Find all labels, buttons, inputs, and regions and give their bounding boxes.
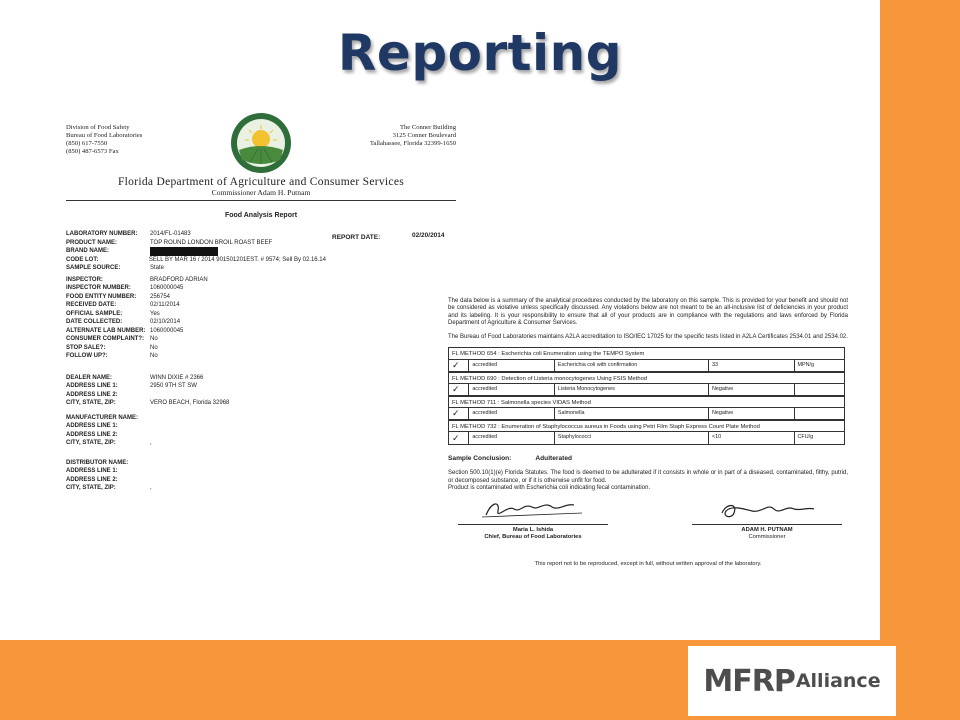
header-left-block (66, 124, 142, 156)
method-unit: MPN/g (797, 361, 814, 368)
field-value: , (150, 440, 152, 447)
field-row (66, 391, 326, 400)
field-label: BRAND NAME: (66, 248, 109, 255)
orange-side-bar (880, 0, 960, 720)
statute-text: Section 500.10(1)(e) Florida Statutes. The food is deemed to be adulterated if it consists in whole or in part of a diseased, contaminated, filthy, putrid, or decomposed substance, or if it is otherwise unfit for food. (448, 470, 848, 484)
field-label: CONSUMER COMPLAINT?: (66, 336, 144, 343)
method-result: Negative (709, 384, 795, 396)
field-value: No (150, 344, 158, 351)
field-value: 2950 9TH ST SW (150, 383, 197, 390)
field-row (66, 301, 326, 310)
field-row (66, 422, 326, 431)
method-result-row (449, 360, 844, 372)
signatory-name: ADAM H. PUTNAM (741, 526, 793, 533)
field-row (66, 439, 326, 448)
field-label: CITY, STATE, ZIP: (66, 440, 116, 447)
field-row (66, 256, 326, 265)
field-row (66, 335, 326, 344)
disclaimer-text: This report not to be reproduced, except in full, without written approval of the laboratory. (534, 560, 762, 567)
field-row (66, 399, 326, 408)
field-label: PRODUCT NAME: (66, 239, 117, 246)
report-date-label: REPORT DATE: (332, 234, 381, 241)
field-row (66, 327, 326, 336)
method-result: 33 (709, 360, 795, 372)
intro-paragraph: The data below is a summary of the analytical procedures conducted by the laboratory on this sample. This is provided for your benefit and should not be considered as violative unless specifically discussed. Any violations below are not meant to be an all-inclusive list of deficiencies in your product and its labeling. It is your responsibility to ensure that all of your products are in compliance with the regulations and laws enforced by Florida Department of Agriculture & Consumer Services. (448, 298, 848, 327)
field-row (66, 459, 326, 468)
field-value: TOP ROUND LONDON BROIL ROAST BEEF (150, 239, 273, 246)
method-result: <10 (709, 432, 795, 444)
field-value: WINN DIXIE # 2366 (150, 374, 204, 381)
method-analyte: Listeria Monocytogenes (555, 384, 709, 396)
signatory-title: Chief, Bureau of Food Laboratories (484, 533, 582, 540)
field-value: VERO BEACH, Florida 32968 (150, 400, 230, 407)
method-result: Negative (709, 408, 795, 420)
method-unit (795, 384, 844, 396)
mfrp-alliance-logo (688, 646, 896, 716)
method-result-row (449, 384, 844, 396)
field-label: ADDRESS LINE 1: (66, 423, 118, 430)
field-row (66, 467, 326, 476)
header-left-line: (850) 487-6573 Fax (66, 148, 119, 155)
results-page (448, 298, 848, 568)
method-status: accredited (469, 432, 555, 444)
field-row (66, 230, 326, 239)
method-title: FL METHOD 654 : Escherichia coli Enumeration using the TEMPO System (449, 348, 844, 360)
field-label: CITY, STATE, ZIP: (66, 400, 116, 407)
header-left-line: Division of Food Safety (66, 124, 130, 131)
handwritten-signature-icon (478, 497, 588, 523)
food-analysis-report-page (66, 112, 456, 532)
method-title: FL METHOD 732 : Enumeration of Staphylococcus aureus in Foods using Petri Film Staph Express Count Plate Method (449, 420, 844, 432)
field-row (66, 431, 326, 440)
redacted-brand-name (150, 247, 218, 256)
signatory-title: Commissioner (748, 533, 786, 540)
field-label: INSPECTOR NUMBER: (66, 285, 131, 292)
method-analyte: Salmonella (555, 408, 709, 420)
field-value: 1060000045 (150, 327, 184, 334)
conclusion-label: Sample Conclusion: (448, 455, 512, 463)
field-label: ADDRESS LINE 2: (66, 476, 118, 483)
signature-putnam (692, 497, 842, 541)
method-status: accredited (469, 408, 555, 420)
field-row (66, 264, 326, 273)
commissioner-name: Commissioner Adam H. Putnam (211, 188, 311, 197)
field-label: CITY, STATE, ZIP: (66, 485, 116, 492)
field-label: LABORATORY NUMBER: (66, 231, 138, 238)
conclusion-value: Adulterated (535, 455, 573, 463)
florida-agriculture-seal-icon (230, 112, 292, 174)
method-analyte: Escherichia coli with confirmation (555, 360, 709, 372)
field-row (66, 414, 326, 423)
field-label: DISTRIBUTOR NAME: (66, 459, 129, 466)
field-value: 256754 (150, 293, 171, 300)
field-value: 1060000045 (150, 285, 184, 292)
header-right-line: 3125 Conner Boulevard (392, 132, 456, 139)
method-status: accredited (469, 360, 555, 372)
field-row (66, 484, 326, 493)
checkmark-icon: ✓ (449, 384, 469, 396)
report-title: Food Analysis Report (224, 212, 298, 219)
field-row (66, 276, 326, 285)
accreditation-paragraph: The Bureau of Food Laboratories maintains A2LA accreditation to ISO/IEC 17025 for the specific tests listed in A2LA Certificates 2534.01 and 2534.02. (448, 333, 848, 340)
slide-title: Reporting (337, 24, 623, 82)
field-label: CODE LOT: (66, 256, 99, 263)
field-row (66, 344, 326, 353)
field-value: 02/11/2014 (150, 302, 180, 309)
field-label: ADDRESS LINE 2: (66, 391, 118, 398)
field-row (66, 284, 326, 293)
field-row (66, 318, 326, 327)
field-label: SAMPLE SOURCE: (66, 265, 121, 272)
field-value: State (150, 265, 165, 272)
header-right-line: The Conner Building (399, 124, 456, 131)
field-value: SELL BY MAR 16 / 2014 901501201EST. # 9574; Sell By 02.16.14 (148, 256, 326, 263)
field-label: DATE COLLECTED: (66, 319, 123, 326)
field-row (66, 382, 326, 391)
field-label: FOOD ENTITY NUMBER: (66, 293, 137, 300)
checkmark-icon: ✓ (449, 360, 469, 372)
signature-block (448, 497, 848, 555)
field-label: ALTERNATE LAB NUMBER: (66, 327, 146, 334)
signature-ishida (458, 497, 608, 541)
checkmark-icon: ✓ (449, 408, 469, 420)
handwritten-signature-icon (712, 497, 822, 523)
method-unit (795, 408, 844, 420)
field-label: ADDRESS LINE 2: (66, 431, 118, 438)
field-row (66, 476, 326, 485)
field-label: ADDRESS LINE 1: (66, 383, 118, 390)
field-label: INSPECTOR: (66, 276, 103, 283)
header-left-line: Bureau of Food Laboratories (66, 132, 143, 139)
field-value: No (150, 336, 158, 343)
field-value: BRADFORD ADRIAN (150, 276, 208, 283)
logo-mfrp-text: MFRP (703, 663, 795, 699)
methods-table (448, 347, 845, 445)
header-right-block (370, 124, 456, 148)
method-result-row (449, 432, 844, 444)
field-value: No (150, 353, 158, 360)
report-date: 02/20/2014 (412, 232, 445, 239)
field-row (66, 293, 326, 302)
field-value: 02/10/2014 (150, 319, 181, 326)
field-row (66, 247, 326, 256)
method-result-row (449, 408, 844, 420)
finding-text: Product is contaminated with Escherichia coli indicating fecal contamination. (448, 485, 651, 492)
method-analyte: Staphylococci (555, 432, 709, 444)
field-value: , (150, 485, 152, 492)
field-label: ADDRESS LINE 1: (66, 468, 118, 475)
logo-alliance-text: Alliance (795, 670, 881, 692)
sample-conclusion (448, 455, 848, 462)
method-title: FL METHOD 690 : Detection of Listeria monocytogenes Using FSIS Method (449, 372, 844, 384)
field-label: MANUFACTURER NAME: (66, 414, 138, 421)
header-divider (66, 200, 456, 201)
header-left-line: (850) 617-7550 (66, 140, 108, 147)
agency-name: Florida Department of Agriculture and Consumer Services (117, 176, 405, 188)
signatory-name: Maria L. Ishida (512, 526, 554, 533)
method-unit: CFU/g (797, 434, 814, 441)
field-value: 2014/FL-01483 (150, 231, 191, 238)
field-row (66, 310, 326, 319)
sample-fields (66, 230, 326, 493)
checkmark-icon: ✓ (449, 432, 469, 444)
field-label: FOLLOW UP?: (66, 353, 108, 360)
method-title: FL METHOD 711 : Salmonella species VIDAS Method (449, 396, 844, 408)
field-row (66, 352, 326, 361)
header-right-line: Tallahassee, Florida 32399-1650 (369, 140, 456, 147)
field-row (66, 239, 326, 248)
field-value: Yes (150, 310, 160, 317)
field-label: DEALER NAME: (66, 374, 112, 381)
field-label: STOP SALE?: (66, 344, 106, 351)
method-status: accredited (469, 384, 555, 396)
field-row (66, 374, 326, 383)
field-label: OFFICIAL SAMPLE: (66, 310, 123, 317)
field-label: RECEIVED DATE: (66, 302, 117, 309)
